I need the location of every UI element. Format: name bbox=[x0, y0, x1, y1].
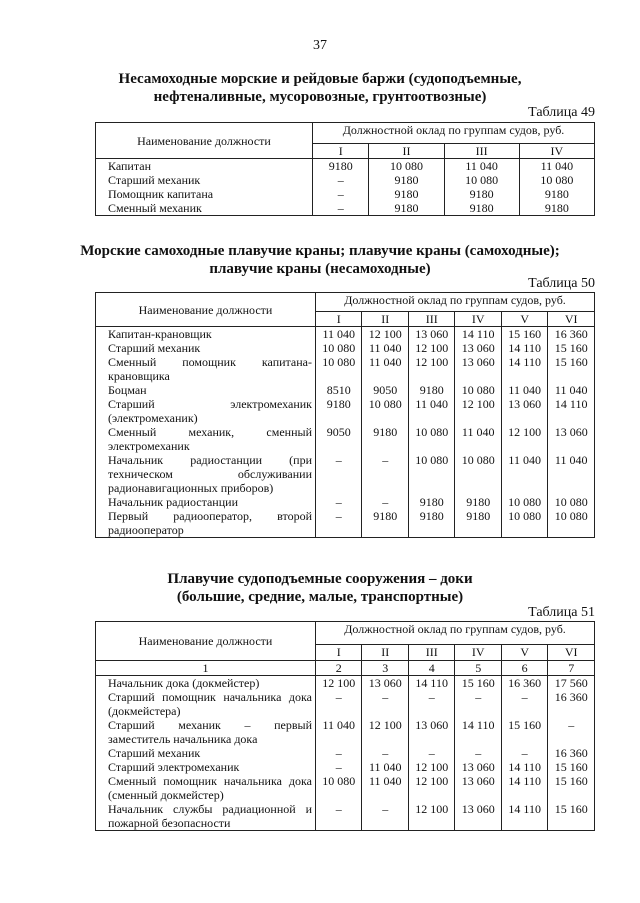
salary-cell: 11 040 bbox=[316, 718, 362, 746]
salary-cell: 12 100 bbox=[362, 718, 408, 746]
salary-cell: – bbox=[501, 746, 547, 760]
table-row bbox=[96, 355, 595, 383]
group-header: II bbox=[362, 645, 408, 661]
table-50 bbox=[95, 292, 595, 538]
salary-cell: 11 040 bbox=[362, 760, 408, 774]
salary-cell: – bbox=[408, 690, 454, 718]
column-header-position: Наименование должности bbox=[96, 123, 313, 159]
salary-cell: – bbox=[316, 802, 362, 831]
position-name: Помощник капитана bbox=[96, 187, 313, 201]
salary-cell: – bbox=[313, 201, 369, 216]
position-name: Боцман bbox=[96, 383, 316, 397]
salary-cell: 16 360 bbox=[501, 676, 547, 691]
group-header: VI bbox=[548, 645, 595, 661]
salary-cell: 12 100 bbox=[408, 774, 454, 802]
table-row bbox=[96, 397, 595, 425]
position-name: Сменный механик, сменный электромеханик bbox=[96, 425, 316, 453]
table-label-50: Таблица 50 bbox=[528, 276, 595, 291]
table-row bbox=[96, 173, 595, 187]
table-row bbox=[96, 341, 595, 355]
group-header: I bbox=[313, 144, 369, 159]
salary-cell: – bbox=[455, 690, 501, 718]
salary-cell: 11 040 bbox=[501, 453, 547, 495]
salary-cell: – bbox=[362, 802, 408, 831]
table-row bbox=[96, 383, 595, 397]
group-header: IV bbox=[455, 645, 501, 661]
heading-line: нефтеналивные, мусоровозные, грунтоотвозные) bbox=[153, 89, 487, 105]
table-row bbox=[96, 760, 595, 774]
salary-cell: 15 160 bbox=[501, 327, 547, 342]
salary-cell: 14 110 bbox=[408, 676, 454, 691]
group-header: I bbox=[316, 645, 362, 661]
salary-cell: 11 040 bbox=[408, 397, 454, 425]
salary-cell: – bbox=[313, 173, 369, 187]
table-row bbox=[96, 774, 595, 802]
column-index: 7 bbox=[548, 661, 595, 676]
salary-cell: 9180 bbox=[444, 187, 519, 201]
salary-cell: – bbox=[362, 453, 408, 495]
salary-cell: 10 080 bbox=[316, 774, 362, 802]
salary-cell: 11 040 bbox=[519, 159, 594, 174]
salary-cell: 13 060 bbox=[362, 676, 408, 691]
column-index: 2 bbox=[316, 661, 362, 676]
heading-line: (большие, средние, малые, транспортные) bbox=[176, 589, 464, 605]
salary-cell: – bbox=[316, 509, 362, 538]
salary-cell: 10 080 bbox=[455, 383, 501, 397]
position-name: Старший электромеханик (электромеханик) bbox=[96, 397, 316, 425]
salary-cell: 11 040 bbox=[501, 383, 547, 397]
column-header-salary: Должностной оклад по группам судов, руб. bbox=[316, 293, 595, 312]
salary-cell: 13 060 bbox=[408, 327, 454, 342]
salary-cell: 9180 bbox=[369, 173, 444, 187]
salary-cell: 10 080 bbox=[362, 397, 408, 425]
salary-cell: 11 040 bbox=[455, 425, 501, 453]
salary-cell: 9180 bbox=[369, 187, 444, 201]
salary-cell: 9050 bbox=[316, 425, 362, 453]
salary-cell: 15 160 bbox=[501, 718, 547, 746]
salary-cell: 10 080 bbox=[316, 341, 362, 355]
position-name: Старший электромеханик bbox=[96, 760, 316, 774]
salary-cell: 12 100 bbox=[316, 676, 362, 691]
salary-cell: 9180 bbox=[455, 509, 501, 538]
table-row bbox=[96, 453, 595, 495]
salary-cell: – bbox=[455, 746, 501, 760]
salary-cell: 12 100 bbox=[408, 802, 454, 831]
salary-cell: 10 080 bbox=[369, 159, 444, 174]
column-header-position: Наименование должности bbox=[96, 622, 316, 661]
group-header: IV bbox=[519, 144, 594, 159]
salary-cell: – bbox=[316, 690, 362, 718]
salary-cell: 12 100 bbox=[408, 341, 454, 355]
salary-cell: 15 160 bbox=[548, 355, 595, 383]
column-index: 6 bbox=[501, 661, 547, 676]
salary-cell: 8510 bbox=[316, 383, 362, 397]
salary-cell: 9180 bbox=[519, 187, 594, 201]
table-51 bbox=[95, 621, 595, 831]
salary-cell: 9050 bbox=[362, 383, 408, 397]
salary-cell: 9180 bbox=[408, 509, 454, 538]
salary-cell: 12 100 bbox=[408, 760, 454, 774]
salary-cell: 14 110 bbox=[501, 355, 547, 383]
salary-cell: 14 110 bbox=[501, 802, 547, 831]
salary-cell: – bbox=[316, 760, 362, 774]
salary-cell: – bbox=[362, 495, 408, 509]
table-row bbox=[96, 746, 595, 760]
column-index: 3 bbox=[362, 661, 408, 676]
salary-cell: – bbox=[501, 690, 547, 718]
salary-cell: 9180 bbox=[316, 397, 362, 425]
salary-cell: 11 040 bbox=[316, 327, 362, 342]
salary-cell: 14 110 bbox=[501, 341, 547, 355]
salary-cell: 10 080 bbox=[501, 509, 547, 538]
group-header: I bbox=[316, 312, 362, 327]
section-heading-50 bbox=[80, 242, 560, 278]
table-row bbox=[96, 718, 595, 746]
salary-cell: 10 080 bbox=[455, 453, 501, 495]
table-row bbox=[96, 495, 595, 509]
salary-cell: 10 080 bbox=[408, 425, 454, 453]
salary-cell: 16 360 bbox=[548, 327, 595, 342]
position-name: Первый радиооператор, второй радиооператор bbox=[96, 509, 316, 538]
salary-cell: 12 100 bbox=[455, 397, 501, 425]
salary-cell: 15 160 bbox=[455, 676, 501, 691]
column-index: 4 bbox=[408, 661, 454, 676]
table-row bbox=[96, 802, 595, 831]
table-label-49: Таблица 49 bbox=[528, 105, 595, 120]
salary-cell: 13 060 bbox=[455, 355, 501, 383]
salary-cell: 11 040 bbox=[362, 774, 408, 802]
index-row bbox=[96, 661, 595, 676]
salary-cell: – bbox=[313, 187, 369, 201]
salary-cell: 13 060 bbox=[455, 802, 501, 831]
salary-cell: 14 110 bbox=[548, 397, 595, 425]
salary-cell: 9180 bbox=[362, 425, 408, 453]
group-header: VI bbox=[548, 312, 595, 327]
salary-cell: 10 080 bbox=[548, 495, 595, 509]
position-name: Старший механик bbox=[96, 341, 316, 355]
group-header: II bbox=[362, 312, 408, 327]
group-header: III bbox=[408, 645, 454, 661]
position-name: Капитан bbox=[96, 159, 313, 174]
section-heading-51 bbox=[80, 570, 560, 606]
salary-cell: 9180 bbox=[455, 495, 501, 509]
page-number: 37 bbox=[313, 38, 327, 53]
column-index: 5 bbox=[455, 661, 501, 676]
column-header-salary: Должностной оклад по группам судов, руб. bbox=[313, 123, 595, 144]
salary-cell: 16 360 bbox=[548, 690, 595, 718]
position-name: Сменный помощник капитана-крановщика bbox=[96, 355, 316, 383]
salary-cell: 9180 bbox=[408, 383, 454, 397]
salary-cell: 10 080 bbox=[548, 509, 595, 538]
salary-cell: 9180 bbox=[313, 159, 369, 174]
salary-cell: 11 040 bbox=[362, 341, 408, 355]
table-row bbox=[96, 201, 595, 216]
column-header-position: Наименование должности bbox=[96, 293, 316, 327]
salary-cell: 14 110 bbox=[501, 774, 547, 802]
salary-cell: – bbox=[362, 746, 408, 760]
salary-cell: 13 060 bbox=[455, 774, 501, 802]
salary-cell: – bbox=[316, 746, 362, 760]
salary-cell: 10 080 bbox=[444, 173, 519, 187]
salary-cell: 11 040 bbox=[362, 355, 408, 383]
table-row bbox=[96, 509, 595, 538]
section-heading-49 bbox=[80, 70, 560, 106]
group-header: II bbox=[369, 144, 444, 159]
salary-cell: 14 110 bbox=[455, 718, 501, 746]
salary-cell: 10 080 bbox=[501, 495, 547, 509]
group-header: III bbox=[444, 144, 519, 159]
table-row bbox=[96, 327, 595, 342]
heading-line: Плавучие судоподъемные сооружения – доки bbox=[167, 571, 473, 587]
group-header: III bbox=[408, 312, 454, 327]
position-name: Старший механик bbox=[96, 173, 313, 187]
salary-cell: 15 160 bbox=[548, 341, 595, 355]
salary-cell: – bbox=[548, 718, 595, 746]
table-row bbox=[96, 425, 595, 453]
salary-cell: – bbox=[316, 495, 362, 509]
salary-cell: 9180 bbox=[408, 495, 454, 509]
salary-cell: 13 060 bbox=[501, 397, 547, 425]
table-row bbox=[96, 187, 595, 201]
position-name: Капитан-крановщик bbox=[96, 327, 316, 342]
group-header: IV bbox=[455, 312, 501, 327]
salary-cell: 13 060 bbox=[548, 425, 595, 453]
table-label-51: Таблица 51 bbox=[528, 605, 595, 620]
position-name: Сменный помощник начальника дока (сменный докмейстер) bbox=[96, 774, 316, 802]
position-name: Начальник дока (докмейстер) bbox=[96, 676, 316, 691]
group-header: V bbox=[501, 312, 547, 327]
salary-cell: – bbox=[362, 690, 408, 718]
position-name: Начальник радиостанции (при техническом обслуживании радионавигационных приборов) bbox=[96, 453, 316, 495]
salary-cell: 15 160 bbox=[548, 760, 595, 774]
table-49 bbox=[95, 122, 595, 216]
table-row bbox=[96, 159, 595, 174]
salary-cell: 15 160 bbox=[548, 774, 595, 802]
salary-cell: 17 560 bbox=[548, 676, 595, 691]
heading-line: плавучие краны (несамоходные) bbox=[209, 261, 431, 277]
salary-cell: 12 100 bbox=[501, 425, 547, 453]
salary-cell: – bbox=[408, 746, 454, 760]
salary-cell: 9180 bbox=[369, 201, 444, 216]
position-name: Сменный механик bbox=[96, 201, 313, 216]
heading-line: Несамоходные морские и рейдовые баржи (судоподъемные, bbox=[118, 71, 522, 87]
salary-cell: 15 160 bbox=[548, 802, 595, 831]
table-row bbox=[96, 676, 595, 691]
column-index: 1 bbox=[96, 661, 316, 676]
table-row bbox=[96, 690, 595, 718]
salary-cell: 13 060 bbox=[455, 760, 501, 774]
salary-cell: 9180 bbox=[444, 201, 519, 216]
salary-cell: 14 110 bbox=[501, 760, 547, 774]
column-header-salary: Должностной оклад по группам судов, руб. bbox=[316, 622, 595, 645]
salary-cell: 10 080 bbox=[316, 355, 362, 383]
position-name: Старший механик bbox=[96, 746, 316, 760]
salary-cell: 14 110 bbox=[455, 327, 501, 342]
group-header: V bbox=[501, 645, 547, 661]
salary-cell: – bbox=[316, 453, 362, 495]
salary-cell: 10 080 bbox=[408, 453, 454, 495]
position-name: Начальник радиостанции bbox=[96, 495, 316, 509]
salary-cell: 9180 bbox=[519, 201, 594, 216]
salary-cell: 13 060 bbox=[455, 341, 501, 355]
salary-cell: 9180 bbox=[362, 509, 408, 538]
position-name: Старший механик – первый заместитель начальника дока bbox=[96, 718, 316, 746]
salary-cell: 16 360 bbox=[548, 746, 595, 760]
salary-cell: 11 040 bbox=[444, 159, 519, 174]
position-name: Начальник службы радиационной и пожарной безопасности bbox=[96, 802, 316, 831]
salary-cell: 12 100 bbox=[408, 355, 454, 383]
salary-cell: 12 100 bbox=[362, 327, 408, 342]
salary-cell: 13 060 bbox=[408, 718, 454, 746]
salary-cell: 10 080 bbox=[519, 173, 594, 187]
salary-cell: 11 040 bbox=[548, 383, 595, 397]
position-name: Старший помощник начальника дока (докмейстера) bbox=[96, 690, 316, 718]
heading-line: Морские самоходные плавучие краны; плавучие краны (самоходные); bbox=[80, 243, 560, 259]
salary-cell: 11 040 bbox=[548, 453, 595, 495]
